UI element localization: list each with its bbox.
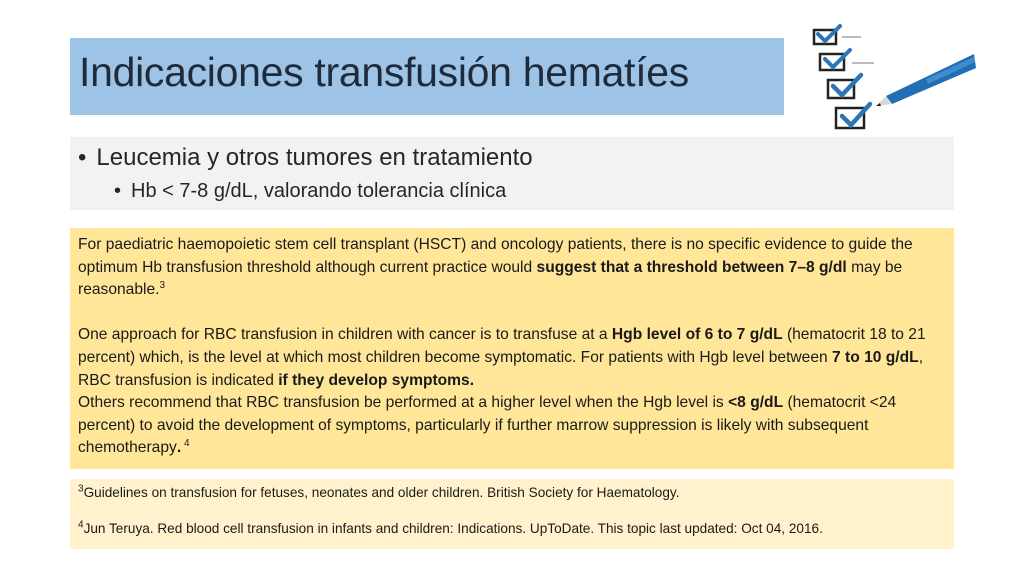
evidence-bold-run: if they develop symptoms.	[278, 371, 475, 389]
evidence-box	[70, 228, 954, 469]
bullet-dot: •	[114, 180, 122, 202]
evidence-bold-run: .	[176, 439, 182, 457]
evidence-paragraph-3	[78, 392, 948, 460]
bullet-level2-text: Hb < 7-8 g/dL, valorando tolerancia clínica	[131, 180, 507, 202]
evidence-text-run: (hematocrit 18 to 21 percent) which, is the level at which most children become symptomatic. For patients with Hgb level between	[78, 326, 926, 366]
evidence-text	[78, 234, 948, 460]
bullet-level2	[114, 180, 506, 203]
evidence-bold-run: suggest that a threshold between 7–8 g/dl	[536, 258, 847, 276]
evidence-paragraph-2	[78, 324, 948, 392]
bullet-level1	[78, 144, 533, 172]
reference-2	[78, 520, 948, 538]
evidence-text-run: may be reasonable.	[78, 258, 903, 299]
citation-superscript: 4	[181, 438, 190, 450]
evidence-text-run: Others recommend that RBC transfusion be performed at a higher level when the Hgb level is	[78, 394, 729, 412]
evidence-bold-run: Hgb level of 6 to 7 g/dL	[611, 326, 783, 344]
reference-number: 3	[78, 483, 84, 495]
slide-title: Indicaciones transfusión hematíes	[79, 49, 690, 95]
reference-text: Guidelines on transfusion for fetuses, neonates and older children. British Society for Haematology.	[83, 485, 680, 500]
references-box	[70, 479, 954, 549]
citation-superscript: 3	[159, 280, 166, 291]
evidence-text-run: For paediatric haemopoietic stem cell transplant (HSCT) and oncology patients, there is no specific evidence to guide the optimum Hb transfusion threshold although current practice would	[78, 236, 913, 276]
references-text	[78, 484, 948, 538]
evidence-text-run: , RBC transfusion is indicated	[78, 348, 924, 389]
checklist-pen-icon	[806, 24, 976, 134]
reference-1	[78, 484, 948, 502]
reference-text: Jun Teruya. Red blood cell transfusion in infants and children: Indications. UpToDate. This topic last updated: Oct 04, 2016.	[83, 521, 823, 536]
bullet-level1-text: Leucemia y otros tumores en tratamiento	[96, 144, 533, 171]
reference-number: 4	[78, 519, 84, 531]
evidence-bold-run: 7 to 10 g/dL	[832, 348, 919, 366]
evidence-paragraph-1	[78, 234, 948, 302]
evidence-text-run: (hematocrit <24 percent) to avoid the development of symptoms, particularly if further marrow suppression is likely with subsequent chemotherapy	[78, 394, 897, 457]
title-banner	[70, 38, 784, 115]
bullet-list	[70, 137, 954, 210]
evidence-bold-run: <8 g/dL	[728, 394, 784, 412]
bullet-dot: •	[78, 144, 87, 171]
evidence-text-run: One approach for RBC transfusion in children with cancer is to transfuse at a	[78, 326, 612, 344]
